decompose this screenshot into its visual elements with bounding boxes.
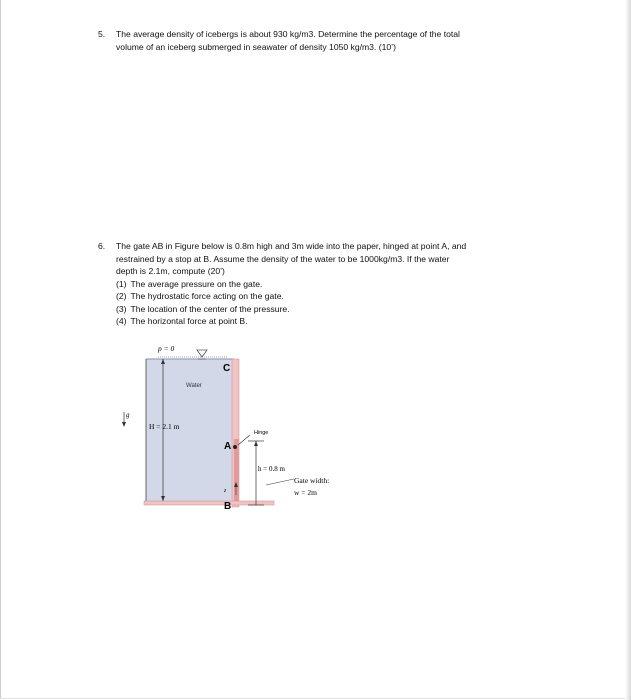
water-label: Water (186, 383, 202, 389)
item-3-text: The location of the center of the pressure. (130, 303, 290, 314)
hinge-label: Hinge (254, 430, 269, 436)
a-label: A (224, 441, 232, 452)
gravity-arrow-head (122, 422, 126, 427)
p-label: p = 0 (158, 344, 175, 353)
question-6-line-1: The gate AB in Figure below is 0.8m high and 3m wide into the paper, hinged at point A, and (116, 241, 467, 251)
g-label: g (126, 411, 130, 419)
item-2-number: (2) (116, 291, 127, 301)
hinge-leader-line (238, 435, 250, 445)
ground (144, 501, 274, 505)
gate-width-label: Gate width: (294, 476, 330, 485)
b-label: B (224, 501, 232, 512)
gate-width-leader (266, 479, 294, 485)
gate-width-value: w = 2m (294, 488, 317, 497)
question-6-item-1 (116, 278, 546, 291)
item-1-text: The average pressure on the gate. (130, 278, 263, 289)
question-5-line-2: volume of an iceberg submerged in seawater of density 1050 kg/m3. (10’) (116, 41, 396, 52)
page-edge-shadow (625, 0, 631, 700)
water-region (146, 359, 234, 505)
question-6-line-2: restrained by a stop at B. Assume the density of the water to be 1000kg/m3. If the water (116, 253, 450, 264)
gate-h-arrow-top (254, 441, 258, 446)
question-5-line-1: The average density of icebergs is about 930 kg/m3. Determine the percentage of the total (116, 29, 460, 39)
question-6-line-3: depth is 2.1m, compute (20’) (116, 266, 225, 276)
question-6-item-2 (116, 290, 546, 303)
item-2-text: The hydrostatic force acting on the gate. (130, 291, 284, 301)
question-5-body (116, 28, 546, 53)
c-label: C (223, 363, 231, 374)
item-4-number: (4) (116, 316, 127, 326)
question-6-number: 6. (98, 241, 106, 251)
free-surface-marker-icon (197, 350, 207, 357)
question-6-item-4 (116, 315, 546, 328)
H-label: H = 2.1 m (149, 422, 180, 431)
question-6-body (116, 240, 546, 328)
question-6-item-3 (116, 303, 546, 316)
item-3-number: (3) (116, 303, 127, 314)
gate-figure (118, 337, 330, 517)
z-label: z (224, 488, 227, 494)
item-1-number: (1) (116, 278, 127, 289)
hinge-pin-icon (233, 445, 237, 449)
question-5-number: 5. (98, 29, 106, 39)
item-4-text: The horizontal force at point B. (130, 316, 248, 326)
h-label: h = 0.8 m (258, 465, 285, 473)
